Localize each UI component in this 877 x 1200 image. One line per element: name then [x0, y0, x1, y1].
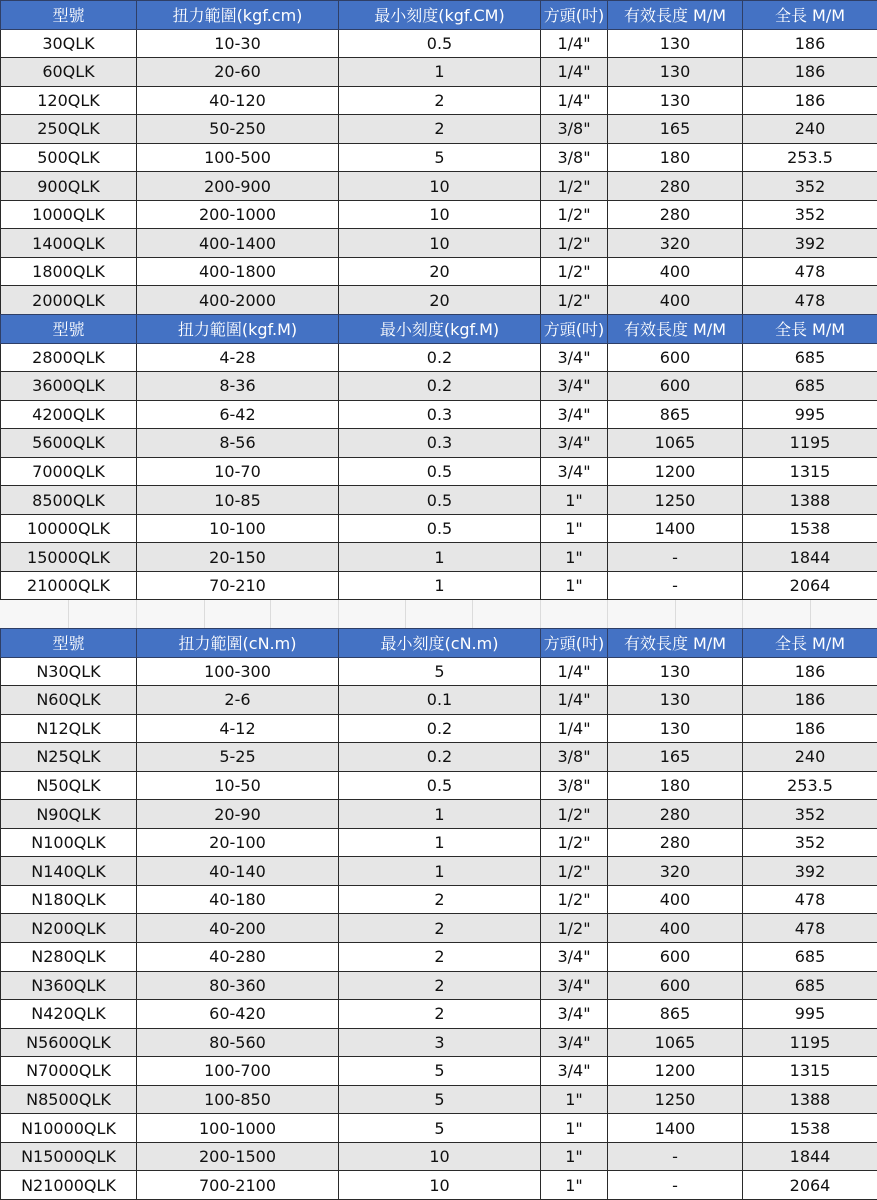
table-row	[1, 486, 877, 515]
cell-min-scale: 0.2	[339, 714, 541, 743]
cell-square-drive: 1"	[541, 543, 608, 572]
cell-effective-length: -	[608, 1142, 743, 1171]
cell-min-scale: 0.2	[339, 743, 541, 772]
cell-overall-length: 186	[743, 714, 877, 743]
cell-overall-length: 1195	[743, 1028, 877, 1057]
cell-square-drive: 1/2"	[541, 229, 608, 258]
table-row	[1, 1142, 877, 1171]
cell-min-scale: 1	[339, 800, 541, 829]
cell-torque-range: 20-100	[137, 828, 339, 857]
cell-effective-length: 600	[608, 971, 743, 1000]
cell-square-drive: 1/2"	[541, 286, 608, 315]
cell-torque-range: 200-1500	[137, 1142, 339, 1171]
table-row	[1, 1114, 877, 1143]
cell-torque-range: 100-850	[137, 1085, 339, 1114]
cell-overall-length: 352	[743, 828, 877, 857]
cell-effective-length: 1250	[608, 1085, 743, 1114]
table-row	[1, 1171, 877, 1200]
cell-torque-range: 10-85	[137, 486, 339, 515]
cell-square-drive: 1/2"	[541, 257, 608, 286]
cell-overall-length: 186	[743, 29, 877, 58]
cell-square-drive: 1/4"	[541, 714, 608, 743]
cell-square-drive: 3/8"	[541, 115, 608, 144]
cell-model: N7000QLK	[1, 1057, 137, 1086]
cell-model: 60QLK	[1, 58, 137, 87]
cell-torque-range: 40-280	[137, 943, 339, 972]
cell-model: 2000QLK	[1, 286, 137, 315]
cell-overall-length: 253.5	[743, 771, 877, 800]
cell-model: 1800QLK	[1, 257, 137, 286]
cell-min-scale: 0.5	[339, 457, 541, 486]
table-row	[1, 914, 877, 943]
cell-square-drive: 1/2"	[541, 200, 608, 229]
cell-min-scale: 0.5	[339, 514, 541, 543]
cell-model: N180QLK	[1, 885, 137, 914]
cell-min-scale: 1	[339, 543, 541, 572]
cell-min-scale: 10	[339, 229, 541, 258]
cell-torque-range: 200-900	[137, 172, 339, 201]
cell-effective-length: 130	[608, 657, 743, 686]
cell-torque-range: 20-150	[137, 543, 339, 572]
cell-overall-length: 478	[743, 257, 877, 286]
cell-square-drive: 1"	[541, 571, 608, 600]
cell-square-drive: 1"	[541, 1085, 608, 1114]
cell-model: N140QLK	[1, 857, 137, 886]
cell-overall-length: 1538	[743, 1114, 877, 1143]
cell-min-scale: 3	[339, 1028, 541, 1057]
cell-min-scale: 10	[339, 1142, 541, 1171]
cell-torque-range: 8-56	[137, 429, 339, 458]
cell-overall-length: 392	[743, 229, 877, 258]
cell-min-scale: 0.2	[339, 343, 541, 372]
cell-square-drive: 3/4"	[541, 1057, 608, 1086]
cell-torque-range: 10-50	[137, 771, 339, 800]
cell-min-scale: 0.5	[339, 771, 541, 800]
cell-effective-length: 865	[608, 400, 743, 429]
header-torque-range: 扭力範圍(kgf.cm)	[137, 1, 339, 30]
cell-torque-range: 100-700	[137, 1057, 339, 1086]
cell-effective-length: 320	[608, 229, 743, 258]
cell-square-drive: 1/4"	[541, 686, 608, 715]
cell-effective-length: 1400	[608, 1114, 743, 1143]
cell-model: 10000QLK	[1, 514, 137, 543]
table-row	[1, 743, 877, 772]
cell-square-drive: 1/2"	[541, 800, 608, 829]
table-row	[1, 1085, 877, 1114]
table-header-row	[1, 315, 877, 344]
cell-overall-length: 186	[743, 686, 877, 715]
table-row	[1, 686, 877, 715]
header-model: 型號	[1, 315, 137, 344]
header-torque-range: 扭力範圍(cN.m)	[137, 629, 339, 658]
cell-effective-length: 400	[608, 286, 743, 315]
table-row	[1, 543, 877, 572]
cell-overall-length: 478	[743, 286, 877, 315]
header-overall-length: 全長 M/M	[743, 629, 877, 658]
cell-effective-length: 1400	[608, 514, 743, 543]
cell-overall-length: 186	[743, 86, 877, 115]
cell-min-scale: 2	[339, 1000, 541, 1029]
cell-torque-range: 40-120	[137, 86, 339, 115]
table-row	[1, 257, 877, 286]
cell-torque-range: 100-1000	[137, 1114, 339, 1143]
cell-min-scale: 5	[339, 1114, 541, 1143]
cell-square-drive: 1/2"	[541, 885, 608, 914]
header-min-scale: 最小刻度(kgf.M)	[339, 315, 541, 344]
spec-table-cn-m	[0, 628, 877, 1200]
table-row	[1, 857, 877, 886]
cell-min-scale: 5	[339, 1057, 541, 1086]
cell-model: N90QLK	[1, 800, 137, 829]
cell-square-drive: 1/2"	[541, 828, 608, 857]
cell-square-drive: 1"	[541, 1142, 608, 1171]
table-row	[1, 714, 877, 743]
cell-square-drive: 3/4"	[541, 971, 608, 1000]
cell-torque-range: 20-60	[137, 58, 339, 87]
header-min-scale: 最小刻度(kgf.CM)	[339, 1, 541, 30]
cell-model: N420QLK	[1, 1000, 137, 1029]
cell-torque-range: 400-1800	[137, 257, 339, 286]
cell-min-scale: 0.5	[339, 29, 541, 58]
cell-overall-length: 1315	[743, 457, 877, 486]
cell-square-drive: 3/4"	[541, 1000, 608, 1029]
cell-overall-length: 995	[743, 1000, 877, 1029]
cell-square-drive: 3/4"	[541, 343, 608, 372]
cell-min-scale: 0.3	[339, 429, 541, 458]
cell-effective-length: 130	[608, 714, 743, 743]
cell-square-drive: 3/4"	[541, 429, 608, 458]
cell-model: 21000QLK	[1, 571, 137, 600]
cell-model: 15000QLK	[1, 543, 137, 572]
cell-model: 1000QLK	[1, 200, 137, 229]
cell-torque-range: 10-100	[137, 514, 339, 543]
cell-torque-range: 100-300	[137, 657, 339, 686]
header-square-drive: 方頭(吋)	[541, 629, 608, 658]
cell-effective-length: 600	[608, 943, 743, 972]
cell-overall-length: 1538	[743, 514, 877, 543]
table-row	[1, 457, 877, 486]
cell-overall-length: 253.5	[743, 143, 877, 172]
cell-min-scale: 10	[339, 200, 541, 229]
cell-square-drive: 1"	[541, 1171, 608, 1200]
cell-overall-length: 995	[743, 400, 877, 429]
header-effective-length: 有效長度 M/M	[608, 629, 743, 658]
cell-torque-range: 20-90	[137, 800, 339, 829]
cell-square-drive: 1/4"	[541, 58, 608, 87]
header-overall-length: 全長 M/M	[743, 1, 877, 30]
cell-effective-length: 600	[608, 343, 743, 372]
cell-square-drive: 1/4"	[541, 86, 608, 115]
table-row	[1, 571, 877, 600]
cell-square-drive: 1/2"	[541, 857, 608, 886]
cell-min-scale: 2	[339, 971, 541, 1000]
cell-model: 250QLK	[1, 115, 137, 144]
cell-torque-range: 10-30	[137, 29, 339, 58]
cell-torque-range: 6-42	[137, 400, 339, 429]
table-row	[1, 514, 877, 543]
cell-model: N12QLK	[1, 714, 137, 743]
cell-min-scale: 2	[339, 914, 541, 943]
cell-overall-length: 1388	[743, 1085, 877, 1114]
cell-overall-length: 685	[743, 943, 877, 972]
cell-min-scale: 0.1	[339, 686, 541, 715]
header-model: 型號	[1, 629, 137, 658]
cell-torque-range: 8-36	[137, 372, 339, 401]
table-row	[1, 771, 877, 800]
cell-effective-length: 165	[608, 743, 743, 772]
cell-effective-length: 400	[608, 257, 743, 286]
cell-min-scale: 2	[339, 115, 541, 144]
table-row	[1, 372, 877, 401]
cell-min-scale: 2	[339, 885, 541, 914]
cell-overall-length: 1195	[743, 429, 877, 458]
header-square-drive: 方頭(吋)	[541, 315, 608, 344]
cell-model: 120QLK	[1, 86, 137, 115]
cell-model: 3600QLK	[1, 372, 137, 401]
cell-overall-length: 240	[743, 115, 877, 144]
cell-model: 500QLK	[1, 143, 137, 172]
cell-min-scale: 20	[339, 257, 541, 286]
cell-effective-length: 320	[608, 857, 743, 886]
cell-model: 1400QLK	[1, 229, 137, 258]
cell-overall-length: 685	[743, 372, 877, 401]
cell-torque-range: 4-28	[137, 343, 339, 372]
cell-effective-length: 165	[608, 115, 743, 144]
cell-effective-length: 280	[608, 172, 743, 201]
cell-min-scale: 5	[339, 1085, 541, 1114]
cell-torque-range: 100-500	[137, 143, 339, 172]
cell-overall-length: 186	[743, 657, 877, 686]
cell-overall-length: 352	[743, 172, 877, 201]
cell-square-drive: 3/4"	[541, 372, 608, 401]
table-row	[1, 115, 877, 144]
cell-effective-length: 1200	[608, 457, 743, 486]
cell-effective-length: 280	[608, 200, 743, 229]
section-spacer	[0, 600, 877, 628]
cell-torque-range: 400-1400	[137, 229, 339, 258]
table-row	[1, 800, 877, 829]
table-row	[1, 58, 877, 87]
cell-square-drive: 3/8"	[541, 771, 608, 800]
cell-square-drive: 3/4"	[541, 1028, 608, 1057]
cell-effective-length: 130	[608, 29, 743, 58]
cell-overall-length: 685	[743, 971, 877, 1000]
cell-effective-length: 1200	[608, 1057, 743, 1086]
table-row	[1, 86, 877, 115]
table-row	[1, 400, 877, 429]
cell-overall-length: 1844	[743, 543, 877, 572]
header-square-drive: 方頭(吋)	[541, 1, 608, 30]
cell-torque-range: 40-200	[137, 914, 339, 943]
cell-overall-length: 352	[743, 800, 877, 829]
cell-torque-range: 70-210	[137, 571, 339, 600]
header-overall-length: 全長 M/M	[743, 315, 877, 344]
cell-effective-length: 130	[608, 58, 743, 87]
cell-model: 5600QLK	[1, 429, 137, 458]
cell-model: N280QLK	[1, 943, 137, 972]
cell-effective-length: 1065	[608, 429, 743, 458]
cell-effective-length: -	[608, 543, 743, 572]
table-row	[1, 657, 877, 686]
cell-torque-range: 5-25	[137, 743, 339, 772]
cell-torque-range: 80-560	[137, 1028, 339, 1057]
cell-min-scale: 0.2	[339, 372, 541, 401]
cell-square-drive: 3/4"	[541, 400, 608, 429]
cell-overall-length: 685	[743, 343, 877, 372]
cell-model: N360QLK	[1, 971, 137, 1000]
cell-effective-length: 865	[608, 1000, 743, 1029]
cell-square-drive: 3/4"	[541, 943, 608, 972]
cell-min-scale: 2	[339, 86, 541, 115]
cell-torque-range: 400-2000	[137, 286, 339, 315]
cell-model: N5600QLK	[1, 1028, 137, 1057]
table-row	[1, 143, 877, 172]
header-model: 型號	[1, 1, 137, 30]
cell-overall-length: 478	[743, 914, 877, 943]
table-row	[1, 971, 877, 1000]
cell-min-scale: 0.3	[339, 400, 541, 429]
cell-model: 7000QLK	[1, 457, 137, 486]
cell-square-drive: 1/4"	[541, 29, 608, 58]
cell-min-scale: 10	[339, 1171, 541, 1200]
header-effective-length: 有效長度 M/M	[608, 1, 743, 30]
cell-effective-length: 280	[608, 828, 743, 857]
cell-model: N30QLK	[1, 657, 137, 686]
cell-overall-length: 478	[743, 885, 877, 914]
cell-overall-length: 2064	[743, 571, 877, 600]
cell-square-drive: 1/4"	[541, 657, 608, 686]
cell-torque-range: 2-6	[137, 686, 339, 715]
header-torque-range: 扭力範圍(kgf.M)	[137, 315, 339, 344]
table-row	[1, 943, 877, 972]
table-row	[1, 1028, 877, 1057]
cell-overall-length: 1388	[743, 486, 877, 515]
cell-effective-length: 400	[608, 914, 743, 943]
cell-effective-length: 600	[608, 372, 743, 401]
table-header-row	[1, 1, 877, 30]
cell-overall-length: 186	[743, 58, 877, 87]
table-row	[1, 29, 877, 58]
cell-effective-length: 180	[608, 771, 743, 800]
cell-torque-range: 4-12	[137, 714, 339, 743]
table-row	[1, 229, 877, 258]
cell-min-scale: 1	[339, 857, 541, 886]
cell-torque-range: 700-2100	[137, 1171, 339, 1200]
cell-overall-length: 1315	[743, 1057, 877, 1086]
cell-model: N100QLK	[1, 828, 137, 857]
cell-effective-length: 280	[608, 800, 743, 829]
cell-overall-length: 240	[743, 743, 877, 772]
table-row	[1, 200, 877, 229]
cell-model: 8500QLK	[1, 486, 137, 515]
header-effective-length: 有效長度 M/M	[608, 315, 743, 344]
cell-model: 900QLK	[1, 172, 137, 201]
cell-overall-length: 1844	[743, 1142, 877, 1171]
cell-square-drive: 1"	[541, 486, 608, 515]
cell-torque-range: 50-250	[137, 115, 339, 144]
table-row	[1, 286, 877, 315]
cell-model: N8500QLK	[1, 1085, 137, 1114]
cell-torque-range: 40-180	[137, 885, 339, 914]
cell-model: 2800QLK	[1, 343, 137, 372]
cell-effective-length: 130	[608, 686, 743, 715]
cell-square-drive: 3/8"	[541, 143, 608, 172]
cell-min-scale: 10	[339, 172, 541, 201]
table-row	[1, 172, 877, 201]
cell-square-drive: 3/4"	[541, 457, 608, 486]
table-row	[1, 1000, 877, 1029]
table-row	[1, 885, 877, 914]
header-min-scale: 最小刻度(cN.m)	[339, 629, 541, 658]
cell-overall-length: 352	[743, 200, 877, 229]
cell-square-drive: 1/2"	[541, 914, 608, 943]
cell-effective-length: -	[608, 1171, 743, 1200]
cell-min-scale: 1	[339, 571, 541, 600]
cell-torque-range: 40-140	[137, 857, 339, 886]
cell-min-scale: 20	[339, 286, 541, 315]
cell-model: N10000QLK	[1, 1114, 137, 1143]
cell-model: N200QLK	[1, 914, 137, 943]
table-header-row	[1, 629, 877, 658]
cell-min-scale: 1	[339, 828, 541, 857]
table-row	[1, 1057, 877, 1086]
cell-min-scale: 5	[339, 657, 541, 686]
table-row	[1, 429, 877, 458]
cell-effective-length: 1065	[608, 1028, 743, 1057]
cell-min-scale: 0.5	[339, 486, 541, 515]
cell-overall-length: 2064	[743, 1171, 877, 1200]
cell-effective-length: 180	[608, 143, 743, 172]
cell-model: N50QLK	[1, 771, 137, 800]
table-row	[1, 828, 877, 857]
cell-square-drive: 3/8"	[541, 743, 608, 772]
cell-square-drive: 1"	[541, 1114, 608, 1143]
cell-square-drive: 1"	[541, 514, 608, 543]
table-row	[1, 343, 877, 372]
cell-effective-length: 130	[608, 86, 743, 115]
cell-square-drive: 1/2"	[541, 172, 608, 201]
cell-effective-length: 1250	[608, 486, 743, 515]
cell-torque-range: 10-70	[137, 457, 339, 486]
cell-model: N60QLK	[1, 686, 137, 715]
cell-torque-range: 200-1000	[137, 200, 339, 229]
cell-model: N25QLK	[1, 743, 137, 772]
cell-min-scale: 2	[339, 943, 541, 972]
cell-overall-length: 392	[743, 857, 877, 886]
spec-table-kgf-m	[0, 314, 877, 600]
cell-model: N21000QLK	[1, 1171, 137, 1200]
cell-effective-length: 400	[608, 885, 743, 914]
cell-min-scale: 1	[339, 58, 541, 87]
spec-table-kgf-cm	[0, 0, 877, 315]
cell-model: 30QLK	[1, 29, 137, 58]
cell-torque-range: 80-360	[137, 971, 339, 1000]
cell-model: 4200QLK	[1, 400, 137, 429]
cell-torque-range: 60-420	[137, 1000, 339, 1029]
cell-min-scale: 5	[339, 143, 541, 172]
cell-model: N15000QLK	[1, 1142, 137, 1171]
cell-effective-length: -	[608, 571, 743, 600]
